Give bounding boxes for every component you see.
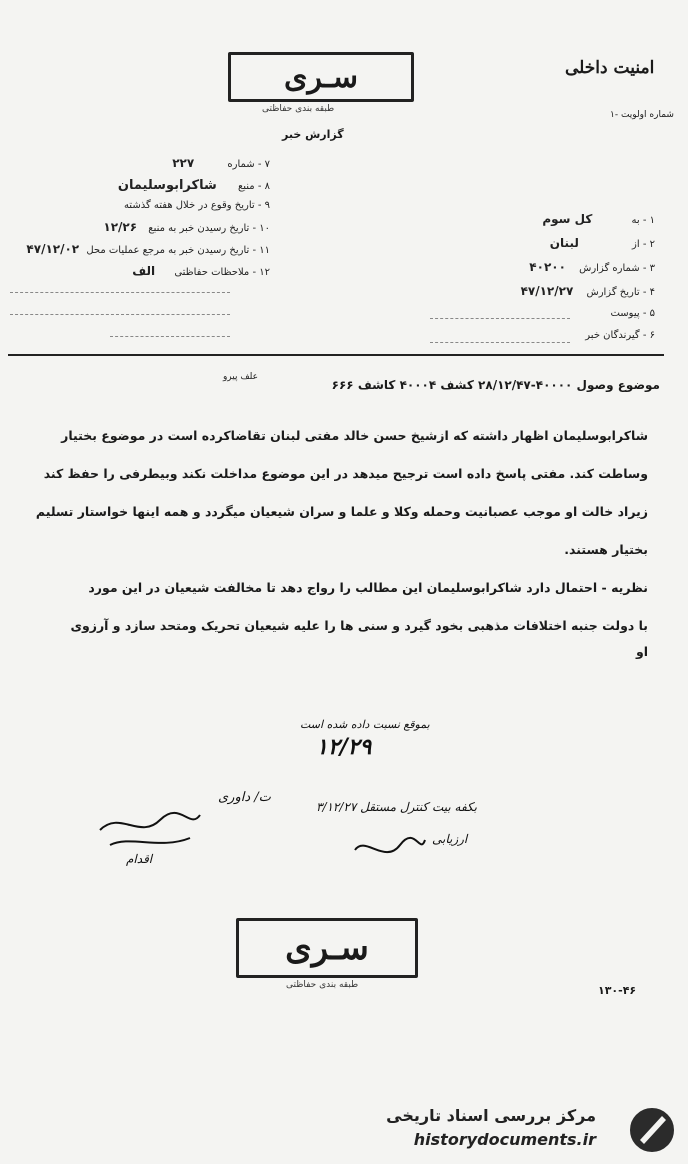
body-line: با دولت جنبه اختلافات مذهبی بخود گیرد و سنی ها را علیه شیعیان تحریک ومتحد سازد و آرزوی — [70, 618, 648, 633]
field-label: ۱ - به — [631, 215, 655, 226]
handwritten-note: ارزیابی — [432, 832, 468, 846]
blank-line — [430, 318, 570, 319]
body-line: بختیار هستند. — [564, 542, 648, 557]
handwritten-date: ۱۲/۲۹ — [316, 734, 372, 760]
handwritten-note: اقدام — [126, 852, 153, 866]
stamp-subtitle: طبقه بندی حفاظتی — [262, 104, 335, 114]
report-title: گزارش خبر — [282, 128, 344, 141]
footer-brand: مرکز بررسی اسناد تاریخی — [386, 1106, 596, 1125]
field-label: ۴ - تاریخ گزارش — [586, 287, 655, 298]
field-source — [8, 178, 270, 193]
header-divider — [8, 354, 664, 356]
field-label: ۱۱ - تاریخ رسیدن خبر به مرجع عملیات محل — [86, 245, 270, 256]
classification-stamp-bottom — [236, 918, 418, 978]
field-value: الف — [132, 264, 156, 278]
field-occurrence-date — [8, 200, 270, 211]
stamp-text: سـری — [285, 928, 369, 968]
body-line: شاکرابوسلیمان اظهار داشته که ازشیخ حسن خالد مفتی لبنان تقاضاکرده است در موضوع بختیار — [61, 428, 648, 443]
field-label: ۵ - پیوست — [610, 308, 655, 319]
field-value: شاکرابوسلیمان — [117, 178, 217, 193]
field-label: ۹ - تاریخ وقوع در خلال هفته گذشته — [123, 200, 270, 211]
signature-scribble — [90, 800, 210, 860]
field-label: ۸ - منبع — [237, 181, 270, 192]
field-label: ۷ - شماره — [227, 159, 270, 170]
field-security-notes — [8, 264, 270, 278]
field-from — [440, 236, 655, 250]
handwritten-signature: ت/ داوری — [218, 790, 271, 805]
field-value: ۱۲/۲۶ — [103, 220, 138, 234]
body-line: او — [635, 644, 648, 659]
field-source-date — [8, 220, 270, 234]
field-label: ۶ - گیرندگان خبر — [585, 330, 655, 341]
field-recipients — [440, 330, 655, 341]
blank-line — [10, 314, 230, 315]
field-label: ۲ - از — [632, 239, 655, 250]
field-value: ۴۷/۱۲/۲۷ — [520, 284, 574, 298]
field-reference-date — [8, 242, 270, 256]
field-to — [440, 212, 655, 226]
field-label: ۱۰ - تاریخ رسیدن خبر به منبع — [148, 223, 270, 234]
field-value: ۴۰۲۰۰ — [529, 260, 566, 274]
field-report-number — [440, 260, 655, 274]
handwritten-note: بموقع نسبت داده شده است — [300, 718, 430, 731]
field-label: ۳ - شماره گزارش — [579, 263, 655, 274]
field-report-date — [440, 284, 655, 298]
blank-line — [110, 336, 230, 337]
blank-line — [430, 342, 570, 343]
handwritten-note: بکفه بیت کنترل مستقل ۳/۱۲/۲۷ — [316, 800, 477, 814]
org-header: امنیت داخلی — [565, 58, 655, 78]
field-value: لبنان — [549, 236, 579, 250]
field-value: کل سوم — [542, 212, 593, 226]
page-code: ۱۳۰-۴۶ — [598, 984, 637, 997]
field-value: ۲۲۷ — [172, 156, 195, 170]
body-line: وساطت کند. مفتی پاسخ داده است ترجیح میدهد در این موضوع مداخلت نکند وبیطرفی را حفظ کند — [43, 466, 648, 481]
archive-logo-icon — [626, 1104, 678, 1156]
blank-line — [10, 292, 230, 293]
classification-stamp-top — [228, 52, 414, 102]
stamp-subtitle: طبقه بندی حفاظتی — [286, 980, 359, 990]
field-label: ۱۲ - ملاحظات حفاظتی — [174, 267, 270, 278]
signature-scribble — [350, 830, 430, 870]
field-number — [8, 156, 270, 170]
subject-note: علف پیرو — [222, 372, 258, 382]
field-value: ۴۷/۱۲/۰۲ — [26, 242, 80, 256]
stamp-text: سـری — [284, 59, 358, 95]
body-line: زیراد خالت او موجب عصبانیت وحمله وکلا و علما و سران شیعیان میگردد و همه اینها خواستار تسلیم — [35, 504, 648, 519]
subject-line: موضوع وصول ۴۰۰۰۰-۲۸/۱۲/۴۷ کشف ۴۰۰۰۴ کاشف ۶۶۶ — [331, 378, 660, 392]
org-subheader: ۱- شماره اولویت — [610, 110, 674, 120]
body-line: نظریه - احتمال دارد شاکرابوسلیمان این مطالب را رواج دهد تا مخالفت شیعیان در این مورد — [88, 580, 648, 595]
footer-url: historydocuments.ir — [413, 1130, 596, 1149]
